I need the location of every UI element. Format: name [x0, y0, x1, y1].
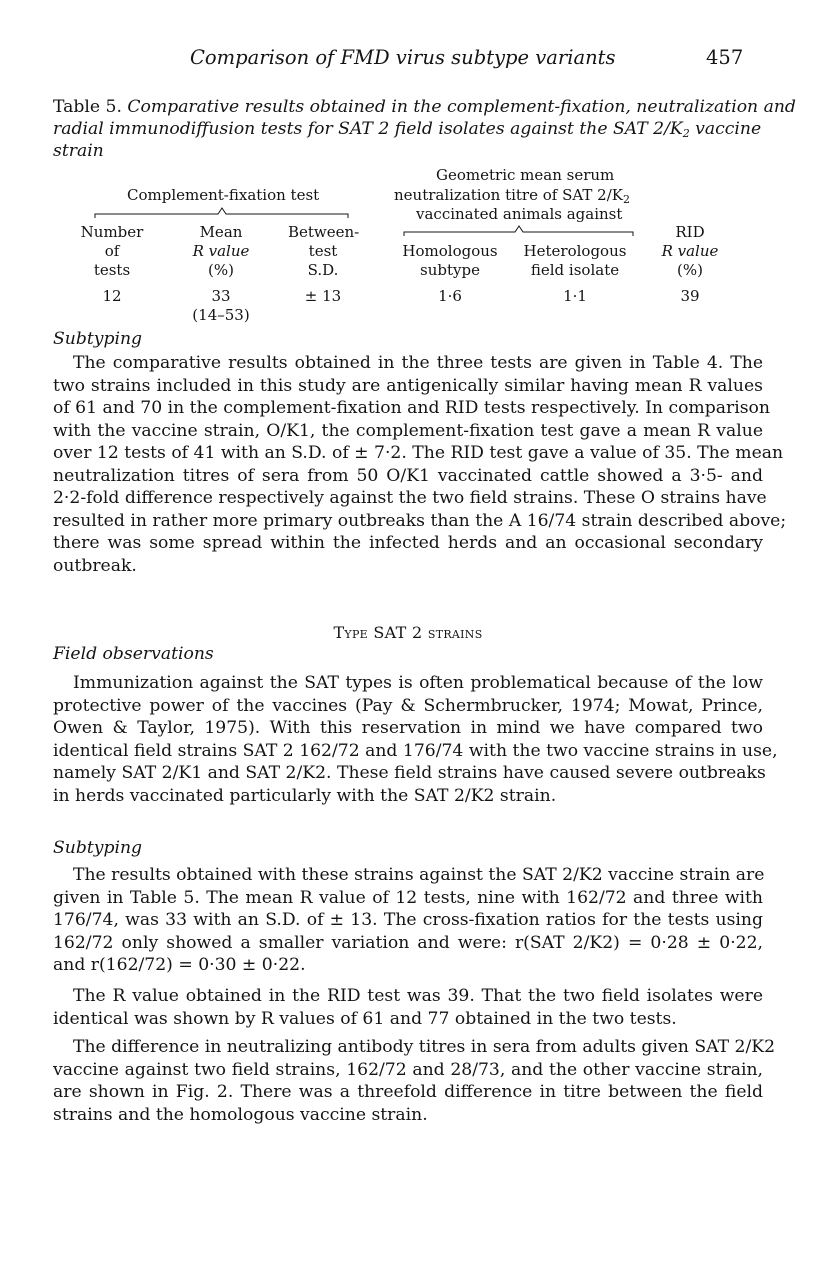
- running-header: [0, 46, 816, 72]
- table-label: Table 5.: [53, 97, 122, 117]
- caption-tail: vaccine: [689, 119, 762, 139]
- group-heading-neut-1: Geometric mean serum: [436, 166, 615, 184]
- table-caption-line-3: [53, 140, 104, 162]
- cell-homologous: 1·6: [438, 287, 462, 305]
- caption-text-3: strain: [53, 141, 104, 161]
- caption-text-1: Comparative results obtained in the complement-fixation, neutralization and: [127, 97, 796, 117]
- cell-mean: 33 (14–53): [178, 287, 264, 325]
- col-rid: RID R value (%): [661, 223, 719, 279]
- subheading-subtyping-2: Subtyping: [53, 838, 143, 858]
- cell-number: 12: [102, 287, 122, 305]
- caption-text-2: radial immunodiffusion tests for SAT 2 field isolates against the SAT 2/K: [53, 119, 683, 139]
- col-heterologous: Heterologous field isolate: [523, 242, 627, 279]
- col-number: Number of tests: [80, 223, 144, 279]
- table-caption-line-1: [53, 96, 796, 118]
- running-title: Comparison of FMD virus subtype variants: [190, 46, 616, 69]
- group-heading-neut-2: neutralization titre of SAT $2/K_2$: [394, 186, 630, 206]
- cell-heterologous: 1·1: [563, 287, 587, 305]
- paragraph-3: The results obtained with these strains against the SAT 2/K2 vaccine strain are given in Table 5. The mean R value of 12 tests, nine with 162/72 and three with 176/74, was 33 with an S.D. of ± 13. The cross-fixation ratios for the tests using 162/72 only showed a smaller variation and were: r(SAT 2/K2) = 0·28 ± 0·22, and r(162/72) = 0·30 ± 0·22.: [53, 865, 765, 975]
- brace-cf: [94, 206, 350, 220]
- col-mean: Mean R value (%): [192, 223, 250, 279]
- group-heading-neut-3: vaccinated animals against: [416, 205, 623, 223]
- paragraph-5: The difference in neutralizing antibody titres in sera from adults given SAT 2/K2 vaccine against two field strains, 162/72 and 28/73, and the other vaccine strain, are shown in Fig. 2. There was a threefold difference in titre between the field strains and the homologous vaccine strain.: [53, 1037, 776, 1125]
- subheading-field-observations: Field observations: [53, 644, 214, 664]
- cell-mean-range: (14–53): [192, 306, 250, 324]
- paragraph-4: The R value obtained in the RID test was 39. That the two field isolates were identical was shown by R values of 61 and 77 obtained in the two tests.: [53, 986, 763, 1029]
- caption-sub: 2: [682, 127, 690, 140]
- cell-rid: 39: [680, 287, 700, 305]
- paragraph-1: The comparative results obtained in the three tests are given in Table 4. The two strains included in this study are antigenically similar having mean R values of 61 and 70 in the complement-fixation and RID tests respectively. In comparison with the vaccine strain, O/K1, the complement-fixation test gave a mean R value over 12 tests of 41 with an S.D. of ± 7·2. The RID test gave a value of 35. The mean neutralization titres of sera from 50 O/K1 vaccinated cattle showed a 3·5- and 2·2-fold difference respectively against the two field strains. These O strains have resulted in rather more primary outbreaks than the A 16/74 strain described above; there was some spread within the infected herds and an occasional secondary outbreak.: [53, 353, 787, 576]
- paragraph-2: Immunization against the SAT types is often problematical because of the low protective power of the vaccines (Pay & Schermbrucker, 1974; Mowat, Prince, Owen & Taylor, 1975). With this reservation in mind we have compared two identical field strains SAT 2 162/72 and 176/74 with the two vaccine strains in use, namely SAT 2/K1 and SAT 2/K2. These field strains have caused severe outbreaks in herds vaccinated particularly with the SAT 2/K2 strain.: [53, 673, 778, 806]
- page-number: 457: [706, 46, 744, 69]
- section-heading-type-sat2: Type SAT 2 strains: [333, 623, 483, 642]
- table-caption-line-2: [53, 118, 761, 145]
- col-homologous: Homologous subtype: [402, 242, 498, 279]
- cell-between: ± 13: [304, 287, 342, 305]
- brace-neut: [403, 224, 635, 238]
- subheading-subtyping-1: Subtyping: [53, 329, 143, 349]
- col-between: Between- test S.D.: [288, 223, 360, 279]
- group-heading-cf: Complement-fixation test: [127, 186, 320, 204]
